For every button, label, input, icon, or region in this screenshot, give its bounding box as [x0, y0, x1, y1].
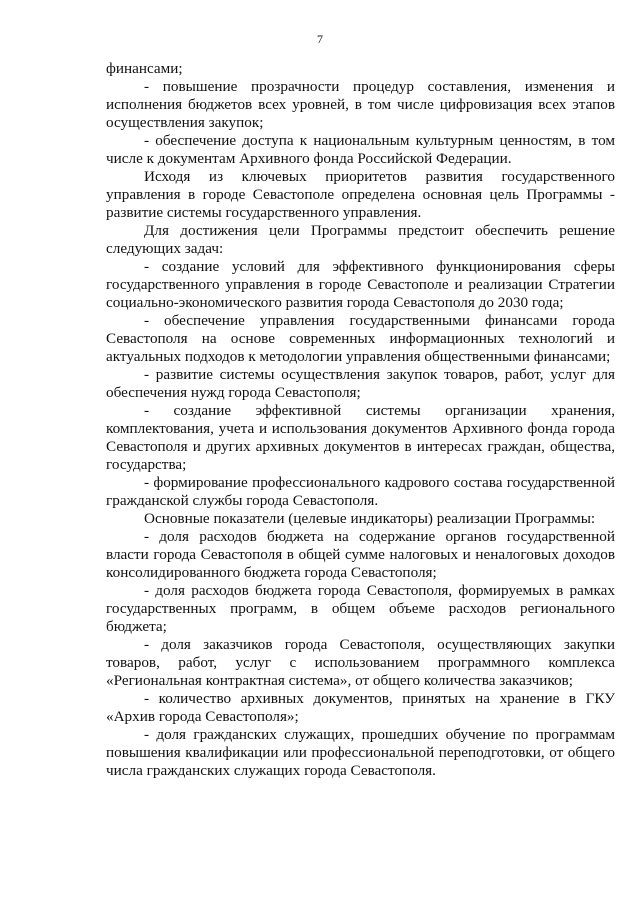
paragraph-task-archive: - создание эффективной системы организации хранения, комплектования, учета и использования документов Архивного фонда города Севастополя и других архивных документов в интересах граждан, общества, государства;: [106, 402, 615, 473]
paragraph-task-procurement: - развитие системы осуществления закупок товаров, работ, услуг для обеспечения нужд города Севастополя;: [106, 366, 615, 401]
paragraph-cultural-access: - обеспечение доступа к национальным культурным ценностям, в том числе к документам Архивного фонда Российской Федерации.: [106, 132, 615, 167]
paragraph-task-personnel: - формирование профессионального кадрового состава государственной гражданской службы города Севастополя.: [106, 474, 615, 509]
paragraph-continuation: финансами;: [106, 60, 183, 77]
paragraph-indicator-programs: - доля расходов бюджета города Севастополя, формируемых в рамках государственных программ, в общем объеме расходов регионального бюджета;: [106, 582, 615, 635]
document-body: [106, 60, 615, 780]
paragraph-tasks-intro: Для достижения цели Программы предстоит обеспечить решение следующих задач:: [106, 222, 615, 257]
paragraph-program-goal: Исходя из ключевых приоритетов развития государственного управления в городе Севастополе определена основная цель Программы - развитие системы государственного управления.: [106, 168, 615, 221]
paragraph-indicator-customers: - доля заказчиков города Севастополя, осуществляющих закупки товаров, работ, услуг с использованием программного комплекса «Региональная контрактная система», от общего количества заказчиков;: [106, 636, 615, 689]
paragraph-budget-transparency: - повышение прозрачности процедур составления, изменения и исполнения бюджетов всех уровней, в том числе цифровизация всех этапов осуществления закупок;: [106, 78, 615, 131]
paragraph-indicator-expenses: - доля расходов бюджета на содержание органов государственной власти города Севастополя в общей сумме налоговых и неналоговых доходов консолидированного бюджета города Севастополя;: [106, 528, 615, 581]
paragraph-indicator-training: - доля гражданских служащих, прошедших обучение по программам повышения квалификации или профессиональной переподготовки, от общего числа гражданских служащих города Севастополя.: [106, 726, 615, 779]
paragraph-task-conditions: - создание условий для эффективного функционирования сферы государственного управления в городе Севастополе и реализации Стратегии социально-экономического развития города Севастополя до 2030 года;: [106, 258, 615, 311]
paragraph-task-finance: - обеспечение управления государственными финансами города Севастополя на основе современных информационных технологий и актуальных подходов к методологии управления общественными финансами;: [106, 312, 615, 365]
paragraph-indicator-archive: - количество архивных документов, принятых на хранение в ГКУ «Архив города Севастополя»;: [106, 690, 615, 725]
page-number: 7: [317, 32, 323, 46]
paragraph-indicators-intro: Основные показатели (целевые индикаторы) реализации Программы:: [144, 510, 596, 527]
